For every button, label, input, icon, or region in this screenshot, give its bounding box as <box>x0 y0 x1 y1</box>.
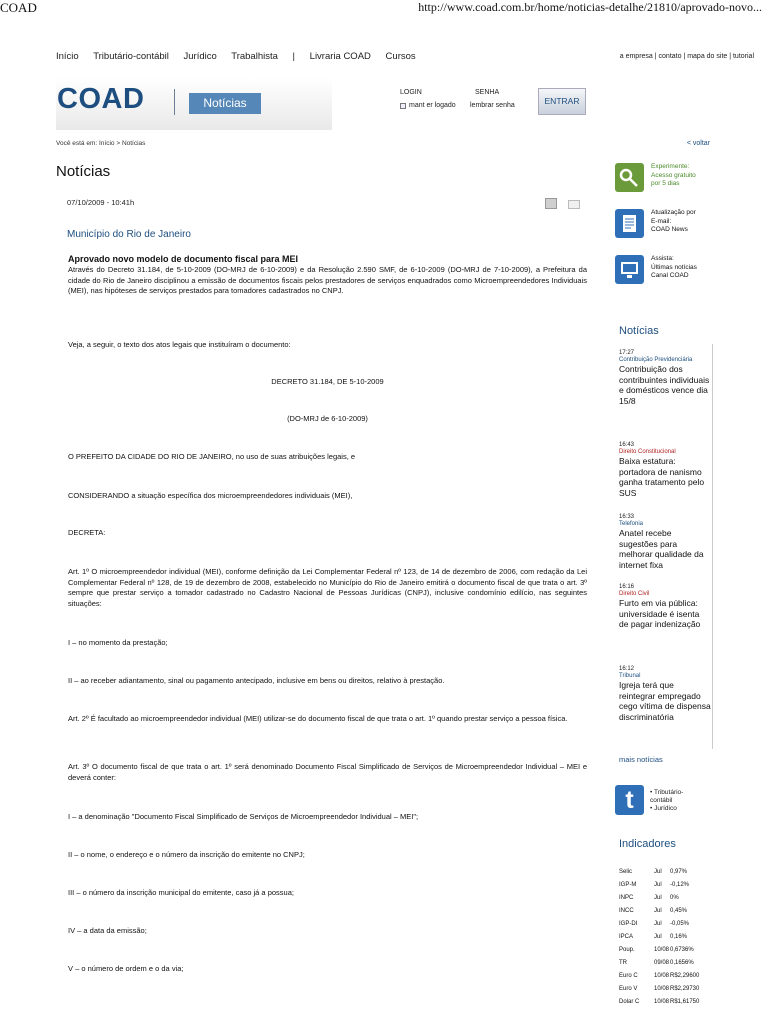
article-paragraph: DECRETO 31.184, DE 5-10-2009 <box>271 377 384 386</box>
indicator-value: 0,6736% <box>670 947 694 953</box>
news-subtitle: Município do Rio de Janeiro <box>67 229 191 240</box>
indicator-value: 0,16% <box>670 934 688 940</box>
indicator-row <box>619 931 714 944</box>
news-item[interactable] <box>619 666 711 722</box>
news-time: 17:27 <box>619 350 635 356</box>
article-paragraph: O PREFEITO DA CIDADE DO RIO DE JANEIRO, no uso de suas atribuições legais, e <box>68 452 356 461</box>
news-headline[interactable]: Baixa estatura: portadora de nanismo ganha tratamento pelo SUS <box>619 456 705 498</box>
article-paragraph: Art. 2º É facultado ao microempreendedor individual (MEI) utilizar-se do documento fiscal de que trata o art. 1º quando prestar serviço a pessoa física. <box>68 714 568 723</box>
remember-checkbox[interactable] <box>400 103 406 109</box>
enter-button[interactable]: ENTRAR <box>538 88 586 115</box>
promo-line: Acesso gratuito <box>651 171 696 179</box>
indicator-period: Jul <box>654 934 662 940</box>
indicator-row <box>619 970 714 983</box>
promo-channel[interactable] <box>615 255 729 287</box>
indicator-value: 0% <box>670 895 679 901</box>
news-category[interactable]: Direito Constitucional <box>619 449 676 455</box>
twitter-link-tributario[interactable]: • Tributário- <box>650 789 684 796</box>
promo-line: por 5 dias <box>651 180 680 187</box>
email-icon[interactable] <box>568 200 580 209</box>
forgot-password-link[interactable]: lembrar senha <box>470 102 515 109</box>
indicator-name: IGP-DI <box>619 921 638 927</box>
indicator-name: Poup. <box>619 947 635 953</box>
article-paragraph: V – o número de ordem e o da via; <box>68 964 184 973</box>
promo-email[interactable] <box>615 209 729 241</box>
indicator-period: Jul <box>654 882 662 888</box>
article-paragraph: III – o número da inscrição municipal do emitente, caso já a possua; <box>68 888 294 897</box>
browser-url: http://www.coad.com.br/home/noticias-detalhe/21810/aprovado-novo... <box>418 0 762 14</box>
indicator-value: -0,12% <box>670 882 690 888</box>
logo-divider <box>174 89 175 115</box>
news-item[interactable] <box>619 584 711 630</box>
nav-item-juridico[interactable]: Jurídico <box>183 51 217 62</box>
indicator-row <box>619 879 714 892</box>
nav-item-trabalhista[interactable]: Trabalhista <box>231 51 278 62</box>
indicator-period: Jul <box>654 895 662 901</box>
senha-label: SENHA <box>475 89 500 96</box>
indicator-period: 10/08 <box>654 947 670 953</box>
key-icon <box>615 163 644 192</box>
news-headline[interactable]: Anatel recebe sugestões para melhorar qualidade da internet fixa <box>619 528 704 570</box>
remember-label: mant er logado <box>409 102 456 109</box>
indicator-period: 10/08 <box>654 986 670 992</box>
article-paragraph: Art. 1º O microempreendedor individual (MEI), conforme definição da Lei Complementar Federal nº 123, de 14 de dezembro de 2006, com redação da Lei Complementar Federal nº 128, de 19 de dezembro de 2008, estabelecido no Município do Rio de Janeiro emitirá o documento fiscal de que trata o art. 3º sempre que prestar serviço a tomador cadastrado no Cadastro Nacional de Pessoas Jurídicas (CNPJ), inclusive condomínio edilício, nas seguintes situações: <box>68 567 587 608</box>
article-title: Aprovado novo modelo de documento fiscal para MEI <box>68 254 299 264</box>
news-headline[interactable]: Furto em via pública: universidade é isenta de pagar indenização <box>619 598 701 629</box>
coad-logo[interactable]: COAD <box>57 83 145 115</box>
news-time: 16:12 <box>619 666 635 672</box>
article-paragraph: CONSIDERANDO a situação específica dos microempreendedores individuais (MEI), <box>68 491 353 500</box>
article-paragraph: IV – a data da emissão; <box>68 926 147 935</box>
news-category[interactable]: Direito Civil <box>619 591 650 597</box>
promo-line: E-mail: <box>651 217 672 225</box>
article-paragraph: Art. 3º O documento fiscal de que trata o art. 1º será denominado Documento Fiscal Simplificado de Serviços de Microempreendedor Individual – MEI e deverá conter: <box>68 762 587 782</box>
article-paragraph: I – no momento da prestação; <box>68 638 168 647</box>
indicator-row <box>619 866 714 879</box>
indicator-period: 10/08 <box>654 973 670 979</box>
indicators-table <box>619 866 714 1009</box>
article-paragraph: Veja, a seguir, o texto dos atos legais que instituíram o documento: <box>68 340 291 349</box>
indicators-title: Indicadores <box>619 838 676 850</box>
indicator-period: Jul <box>654 869 662 875</box>
news-item[interactable] <box>619 514 711 570</box>
promo-trial[interactable] <box>615 163 729 195</box>
article-paragraph: (DO-MRJ de 6-10-2009) <box>287 414 368 423</box>
promo-line: Últimas notícias <box>651 263 697 271</box>
article-paragraph: DECRETA: <box>68 528 106 537</box>
section-badge: Notícias <box>189 93 261 114</box>
indicator-value: R$1,61750 <box>670 999 700 1005</box>
indicator-period: Jul <box>654 908 662 914</box>
nav-separator: | <box>292 51 296 62</box>
twitter-links <box>650 789 683 813</box>
login-label: LOGIN <box>400 89 422 96</box>
indicator-row <box>619 957 714 970</box>
nav-item-livraria[interactable]: Livraria COAD <box>309 51 371 62</box>
indicator-value: R$2,29730 <box>670 986 700 992</box>
indicator-row <box>619 996 714 1009</box>
indicator-period: 09/08 <box>654 960 670 966</box>
nav-item-tributario[interactable]: Tributário-contábil <box>93 51 169 62</box>
indicator-period: Jul <box>654 921 662 927</box>
nav-item-cursos[interactable]: Cursos <box>385 51 416 62</box>
page-heading: Notícias <box>56 163 111 180</box>
more-news-link[interactable]: mais notícias <box>619 755 663 764</box>
twitter-link-tributario-cont[interactable]: contábil <box>650 797 673 804</box>
news-headline[interactable]: Igreja terá que reintegrar empregado cego vítima de dispensa discriminatória <box>619 680 711 722</box>
news-time: 16:43 <box>619 442 635 448</box>
breadcrumb: Você está em: Início > Notícias <box>56 140 146 147</box>
sidebar-news-title: Notícias <box>619 325 659 337</box>
news-date: 07/10/2009 - 10:41h <box>67 198 135 207</box>
news-category[interactable]: Tribunal <box>619 673 641 679</box>
indicator-name: IGP-M <box>619 882 637 888</box>
news-time: 16:16 <box>619 584 635 590</box>
indicator-row <box>619 905 714 918</box>
indicator-value: 0,1656% <box>670 960 694 966</box>
browser-page-title: COAD <box>0 0 37 15</box>
print-icon[interactable] <box>545 198 557 209</box>
promo-line: Atualização por <box>651 209 696 216</box>
indicator-value: 0,45% <box>670 908 688 914</box>
article-paragraph: II – ao receber adiantamento, sinal ou pagamento antecipado, inclusive em bens ou direitos, relativo à prestação. <box>68 676 445 685</box>
news-headline[interactable]: Contribuição dos contribuintes individuais e domésticos vence dia 15/8 <box>619 364 710 406</box>
twitter-icon[interactable]: t <box>615 785 644 815</box>
promo-line: Experimente: <box>651 163 690 170</box>
nav-item-inicio[interactable]: Início <box>56 51 79 62</box>
article-intro: Através do Decreto 31.184, de 5-10-2009 (DO-MRJ de 6-10-2009) e da Resolução 2.590 SMF, de 6-10-2009 (DO-MRJ de 7-10-2009), a Prefeitura da cidade do Rio de Janeiro disciplinou a emissão de documentos fiscais pelos prestadores de serviços enquadrados como Microempreendedores Individuais (MEI), nas hipóteses de serviços prestados para tomadores cadastrados no CNPJ. <box>68 265 587 295</box>
indicator-name: Euro C <box>619 973 638 979</box>
top-links[interactable]: a empresa | contato | mapa do site | tutorial <box>619 53 754 60</box>
news-time: 16:33 <box>619 514 635 520</box>
indicator-name: Euro V <box>619 986 638 992</box>
news-item[interactable] <box>619 350 711 406</box>
promo-line: Assista: <box>651 255 674 262</box>
indicator-value: 0,97% <box>670 869 688 875</box>
indicator-name: Dolar C <box>619 999 640 1005</box>
indicator-row <box>619 918 714 931</box>
news-list <box>619 344 713 749</box>
twitter-link-juridico[interactable]: • Jurídico <box>650 805 677 812</box>
indicator-name: INPC <box>619 895 634 901</box>
indicator-period: 10/08 <box>654 999 670 1005</box>
indicator-row <box>619 944 714 957</box>
news-category[interactable]: Contribuição Previdenciária <box>619 357 693 363</box>
indicator-value: -0,05% <box>670 921 690 927</box>
indicator-name: TR <box>619 960 627 966</box>
news-item[interactable] <box>619 442 711 498</box>
indicator-name: Selic <box>619 869 633 875</box>
article-paragraph: II – o nome, o endereço e o número da inscrição do emitente no CNPJ; <box>68 850 305 859</box>
indicator-name: INCC <box>619 908 634 914</box>
indicator-value: R$2,29600 <box>670 973 700 979</box>
news-category[interactable]: Telefonia <box>619 521 644 527</box>
indicator-row <box>619 892 714 905</box>
document-icon <box>615 209 644 238</box>
promo-line: COAD News <box>651 226 688 233</box>
main-nav <box>56 51 428 62</box>
article-paragraph: I – a denominação "Documento Fiscal Simplificado de Serviços de Microempreendedor Individual – MEI"; <box>68 812 419 821</box>
indicator-name: IPCA <box>619 934 634 940</box>
back-link[interactable]: < voltar <box>686 140 710 147</box>
promo-line: Canal COAD <box>651 272 689 279</box>
indicator-row <box>619 983 714 996</box>
monitor-icon <box>615 255 644 284</box>
